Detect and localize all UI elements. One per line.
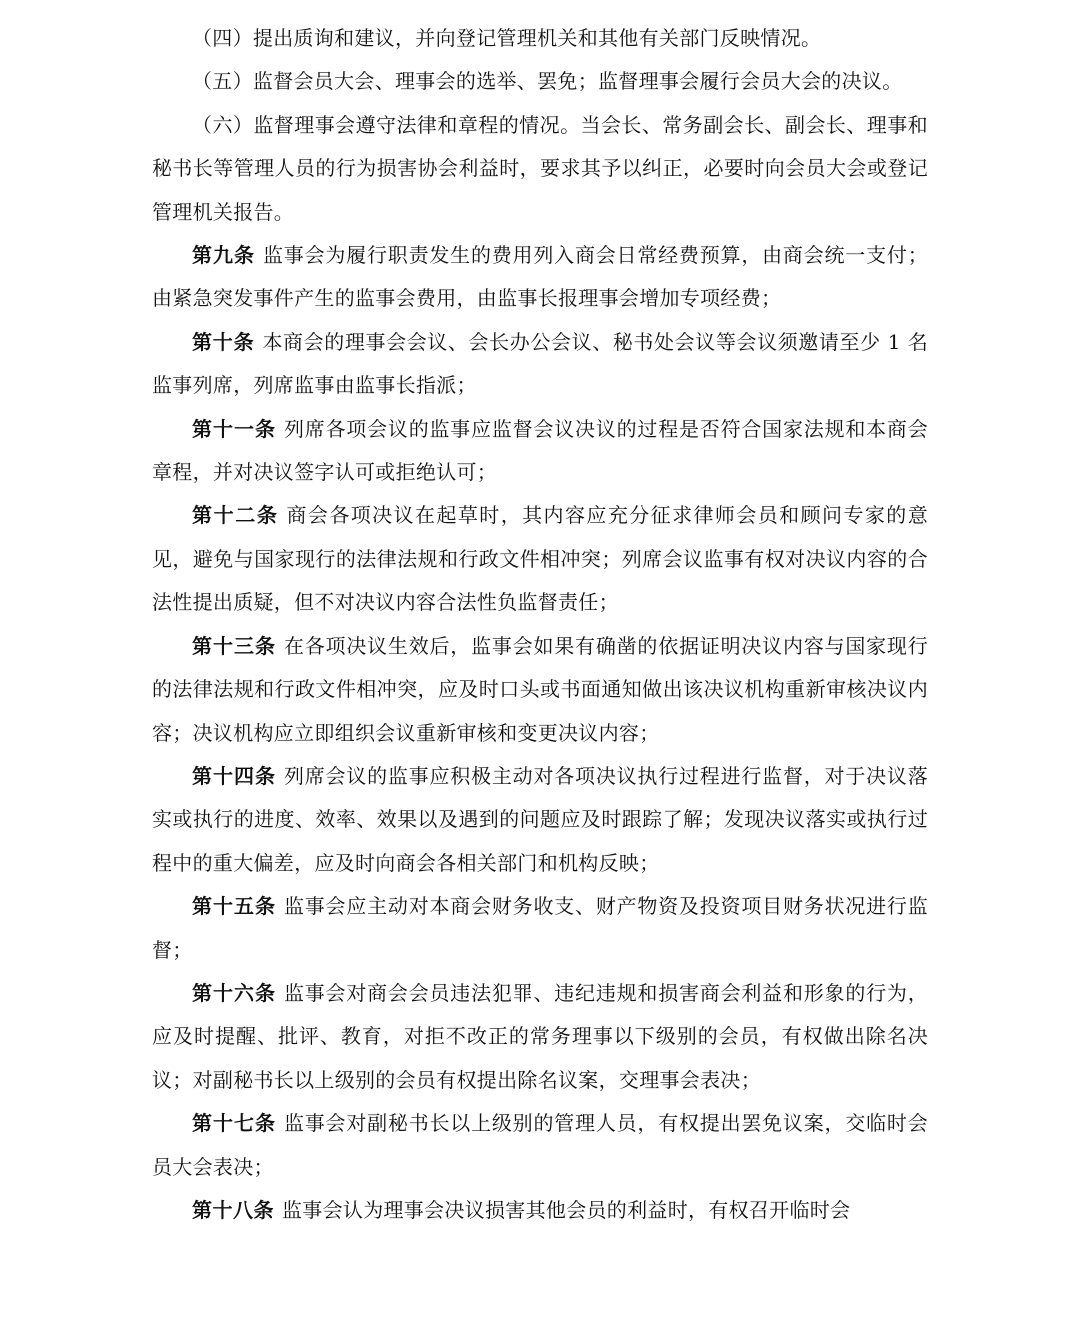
clause-5 xyxy=(152,60,928,103)
article-number: 第九条 xyxy=(192,243,255,268)
article-number: 第十三条 xyxy=(192,633,276,658)
article-number: 第十五条 xyxy=(192,894,276,919)
paragraph-text: （四）提出质询和建议，并向登记管理机关和其他有关部门反映情况。 xyxy=(192,26,822,50)
paragraph-text: 监事会对商会会员违法犯罪、违纪违规和损害商会利益和形象的行为，应及时提醒、批评、教育，对拒不改正的常务理事以下级别的会员，有权做出除名决议；对副秘书长以上级别的会员有权提出除名议案，交理事会表决； xyxy=(152,980,928,1092)
article-number: 第十四条 xyxy=(192,763,276,788)
article-11 xyxy=(152,408,928,495)
article-18 xyxy=(152,1189,928,1232)
article-number: 第十二条 xyxy=(192,503,279,528)
paragraph-text: （六）监督理事会遵守法律和章程的情况。当会长、常务副会长、副会长、理事和秘书长等管理人员的行为损害协会利益时，要求其予以纠正，必要时向会员大会或登记管理机关报告。 xyxy=(152,112,928,224)
article-10 xyxy=(152,321,928,408)
article-15 xyxy=(152,885,928,972)
paragraph-text: 监事会为履行职责发生的费用列入商会日常经费预算，由商会统一支付；由紧急突发事件产生的监事会费用，由监事长报理事会增加专项经费； xyxy=(152,243,928,311)
article-number: 第十八条 xyxy=(192,1197,274,1222)
clause-6 xyxy=(152,104,928,234)
article-9 xyxy=(152,234,928,321)
paragraph-text: （五）监督会员大会、理事会的选举、罢免；监督理事会履行会员大会的决议。 xyxy=(192,69,903,94)
paragraph-text: 列席会议的监事应积极主动对各项决议执行过程进行监督，对于决议落实或执行的进度、效率、效果以及遇到的问题应及时跟踪了解；发现决议落实或执行过程中的重大偏差，应及时向商会各相关部门和机构反映； xyxy=(152,763,928,875)
clause-4 xyxy=(152,17,928,60)
paragraph-text: 商会各项决议在起草时，其内容应充分征求律师会员和顾问专家的意见，避免与国家现行的法律法规和行政文件相冲突；列席会议监事有权对决议内容的合法性提出质疑，但不对决议内容合法性负监督责任； xyxy=(152,503,929,615)
article-number: 第十一条 xyxy=(192,416,276,441)
paragraph-text: 本商会的理事会会议、会长办公会议、秘书处会议等会议须邀请至少 1 名监事列席，列席监事由监事长指派； xyxy=(152,329,929,398)
paragraph-text: 列席各项会议的监事应监督会议决议的过程是否符合国家法规和本商会章程，并对决议签字认可或拒绝认可； xyxy=(152,416,928,485)
article-17 xyxy=(152,1102,928,1189)
article-16 xyxy=(152,972,928,1102)
article-12 xyxy=(152,494,928,624)
paragraph-text: 在各项决议生效后，监事会如果有确凿的依据证明决议内容与国家现行的法律法规和行政文件相冲突，应及时口头或书面通知做出该决议机构重新审核决议内容；决议机构应立即组织会议重新审核和变更决议内容； xyxy=(152,633,928,745)
article-number: 第十七条 xyxy=(192,1111,276,1136)
paragraph-text: 监事会对副秘书长以上级别的管理人员，有权提出罢免议案，交临时会员大会表决； xyxy=(152,1111,928,1179)
article-number: 第十六条 xyxy=(192,980,276,1005)
paragraph-text: 监事会认为理事会决议损害其他会员的利益时，有权召开临时会 xyxy=(282,1197,851,1222)
article-number: 第十条 xyxy=(192,329,255,354)
paragraph-text: 监事会应主动对本商会财务收支、财产物资及投资项目财务状况进行监督； xyxy=(152,894,928,962)
article-13 xyxy=(152,625,928,755)
article-14 xyxy=(152,755,928,885)
